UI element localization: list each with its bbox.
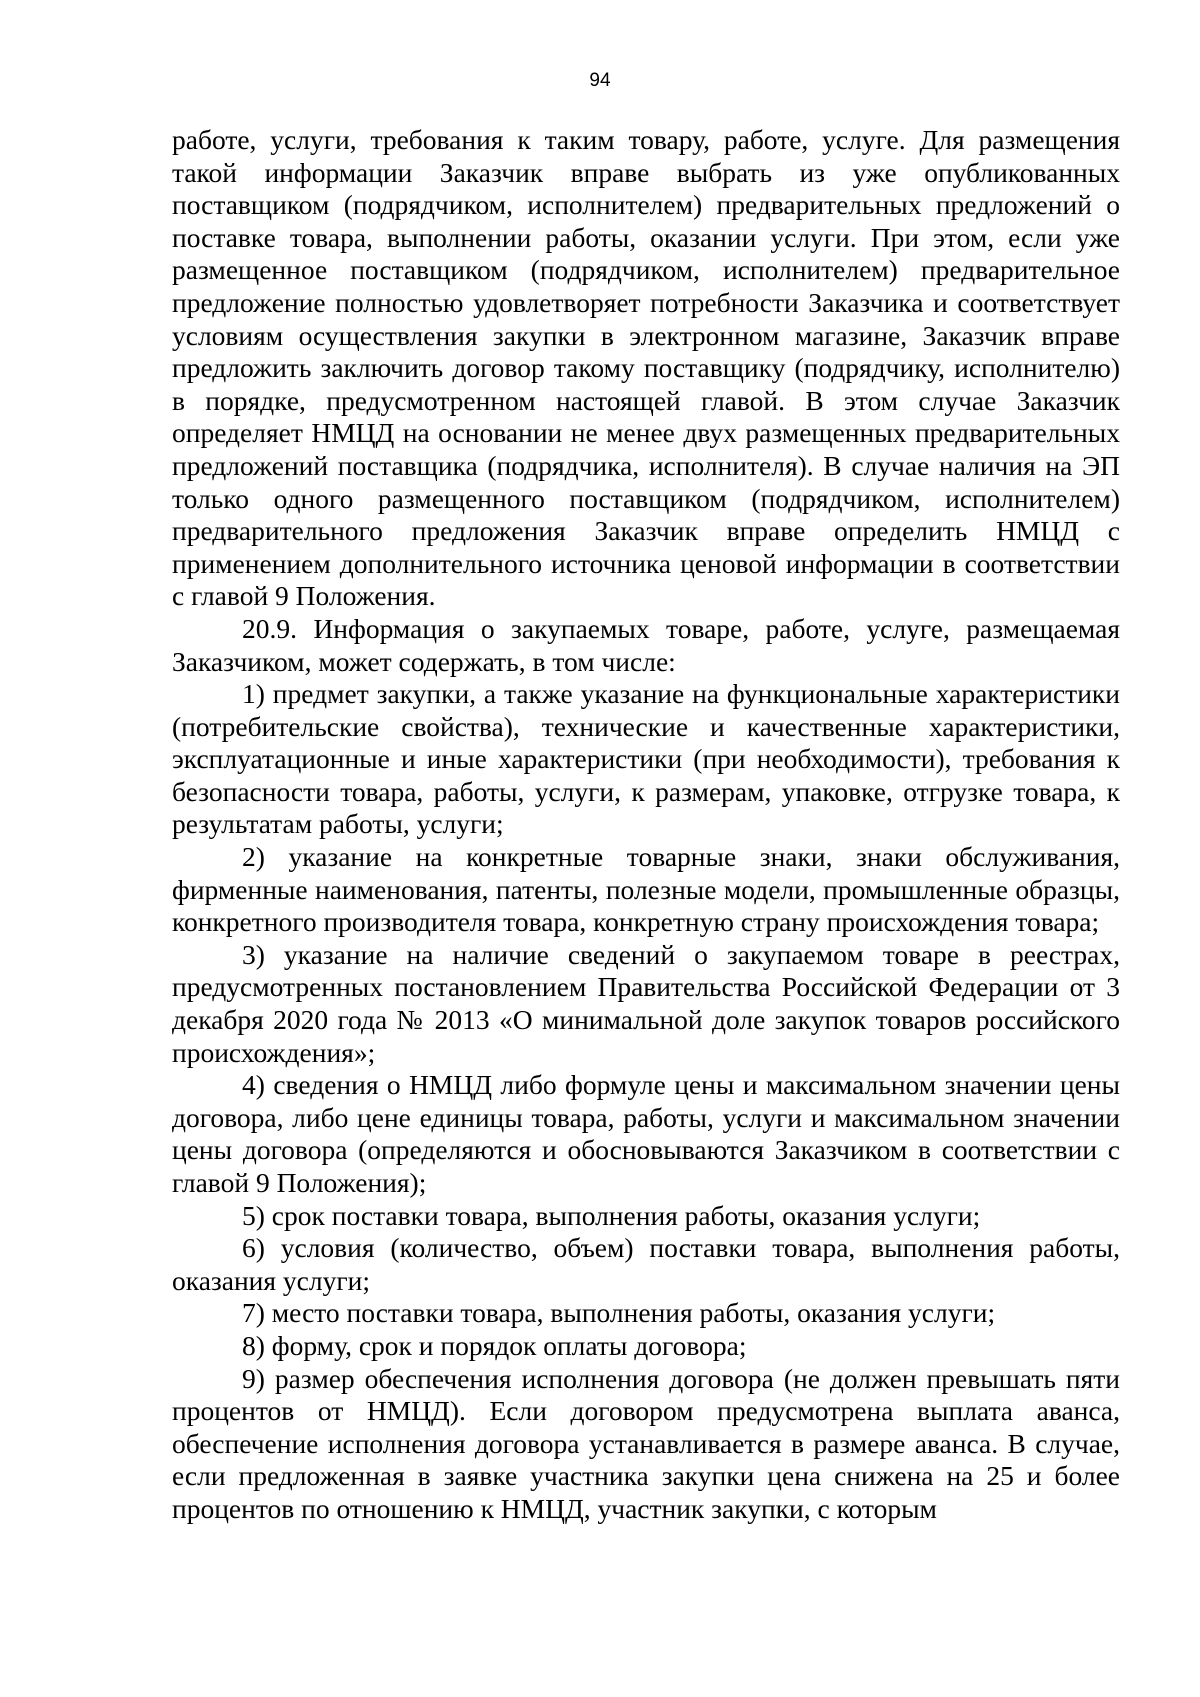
list-item-5: 5) срок поставки товара, выполнения работы, оказания услуги; <box>242 1199 981 1231</box>
list-item-8: 8) форму, срок и порядок оплаты договора; <box>242 1329 747 1361</box>
paragraph-20-9: 20.9. Информация о закупаемых товаре, работе, услуге, размещаемая Заказчиком, может содержать, в том числе: <box>172 612 1120 677</box>
list-item-7: 7) место поставки товара, выполнения работы, оказания услуги; <box>242 1297 996 1329</box>
list-item-6: 6) условия (количество, объем) поставки товара, выполнения работы, оказания услуги; <box>172 1232 1120 1296</box>
list-item-9: 9) размер обеспечения исполнения договора (не должен превышать пяти процентов от НМЦД). Если договором предусмотрена выплата аванса, обеспечение исполнения договора устанавливается в размере аванса. В случае, если предложенная в заявке участника закупки цена снижена на 25 и более процентов по отношению к НМЦД, участник закупки, с которым <box>172 1362 1120 1524</box>
document-body <box>172 124 1120 1526</box>
page-number: 94 <box>589 70 611 91</box>
list-item-4: 4) сведения о НМЦД либо формуле цены и максимальном значении цены договора, либо цене единицы товара, работы, услуги и максимальном значении цены договора (определяются и обосновываются Заказчиком в соответствии с главой 9 Положения); <box>172 1069 1120 1198</box>
list-item-3: 3) указание на наличие сведений о закупаемом товаре в реестрах, предусмотренных постановлением Правительства Российской Федерации от 3 декабря 2020 года № 2013 «О минимальной доле закупок товаров российского происхождения»; <box>172 938 1120 1068</box>
list-item-2: 2) указание на конкретные товарные знаки, знаки обслуживания, фирменные наименования, патенты, полезные модели, промышленные образцы, конкретного производителя товара, конкретную страну происхождения товара; <box>172 841 1120 938</box>
list-item-1: 1) предмет закупки, а также указание на функциональные характеристики (потребительские свойства), технические и качественные характеристики, эксплуатационные и иные характеристики (при необходимости), требования к безопасности товара, работы, услуги, к размерам, упаковке, отгрузке товара, к результатам работы, услуги; <box>172 678 1120 840</box>
paragraph-continuation: работе, услуги, требования к таким товару, работе, услуге. Для размещения такой информации Заказчик вправе выбрать из уже опубликованных поставщиком (подрядчиком, исполнителем) предварительных предложений о поставке товара, выполнении работы, оказании услуги. При этом, если уже размещенное поставщиком (подрядчиком, исполнителем) предварительное предложение полностью удовлетворяет потребности Заказчика и соответствует условиям осуществления закупки в электронном магазине, Заказчик вправе предложить заключить договор такому поставщику (подрядчику, исполнителю) в порядке, предусмотренном настоящей главой. В этом случае Заказчик определяет НМЦД на основании не менее двух размещенных предварительных предложений поставщика (подрядчика, исполнителя). В случае наличия на ЭП только одного размещенного поставщиком (подрядчиком, исполнителем) предварительного предложения Заказчик вправе определить НМЦД с применением дополнительного источника ценовой информации в соответствии с главой 9 Положения. <box>172 124 1120 612</box>
